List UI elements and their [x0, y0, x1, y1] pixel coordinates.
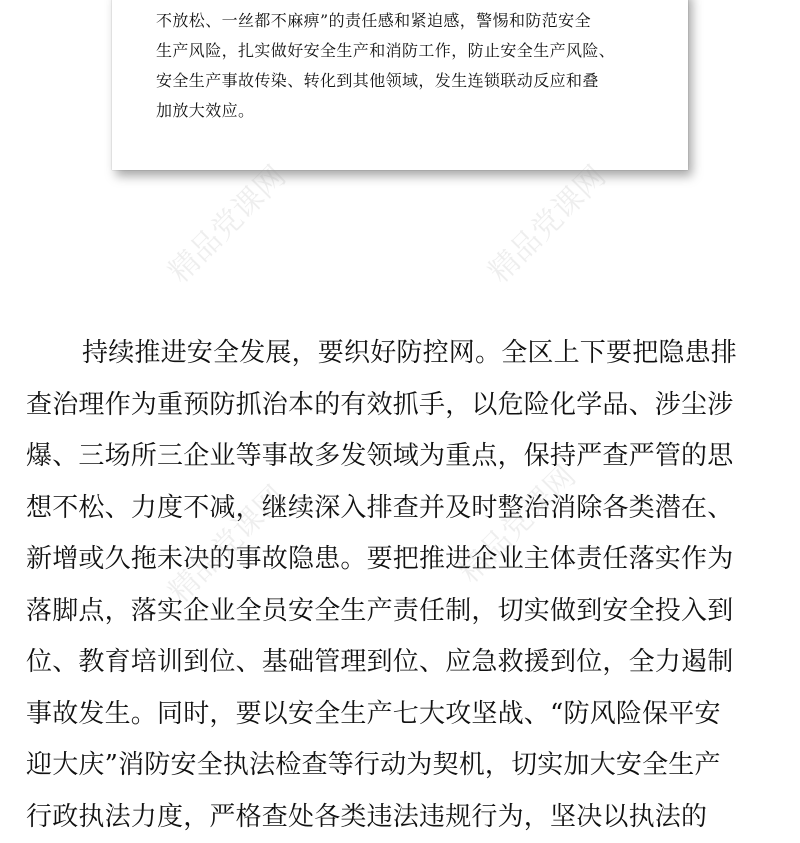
watermark: 精品党课网 — [156, 473, 293, 610]
body-line: 持续推进安全发展，要织好防控网。全区上下要把隐患排 — [26, 328, 776, 380]
body-line: 新增或久拖未决的事故隐患。要把推进企业主体责任落实作为 — [26, 534, 776, 586]
card-line: 不放松、一丝都不麻痹”的责任感和紧迫感，警惕和防范安全 — [156, 6, 646, 36]
card-line: 安全生产事故传染、转化到其他领域，发生连锁联动反应和叠 — [156, 66, 646, 96]
body-line: 事故发生。同时，要以安全生产七大攻坚战、“防风险保平安 — [26, 689, 776, 741]
body-line: 迎大庆”消防安全执法检查等行动为契机，切实加大安全生产 — [26, 740, 776, 792]
card-line: 加放大效应。 — [156, 96, 646, 126]
watermark: 精品党课网 — [156, 153, 293, 290]
quote-card — [112, 0, 688, 170]
watermark: 精品党课网 — [476, 153, 613, 290]
body-line: 落脚点，落实企业全员安全生产责任制，切实做到安全投入到 — [26, 586, 776, 638]
body-text — [26, 328, 776, 843]
body-line: 爆、三场所三企业等事故多发领域为重点，保持严查严管的思 — [26, 431, 776, 483]
body-line: 行政执法力度，严格查处各类违法违规行为，坚决以执法的 — [26, 792, 776, 843]
card-line: 生产风险，扎实做好安全生产和消防工作，防止安全生产风险、 — [156, 36, 646, 66]
body-line: 位、教育培训到位、基础管理到位、应急救援到位，全力遏制 — [26, 637, 776, 689]
watermark: 精品党课网 — [446, 453, 583, 590]
body-line: 想不松、力度不减，继续深入排查并及时整治消除各类潜在、 — [26, 483, 776, 535]
body-line: 查治理作为重预防抓治本的有效抓手，以危险化学品、涉尘涉 — [26, 380, 776, 432]
